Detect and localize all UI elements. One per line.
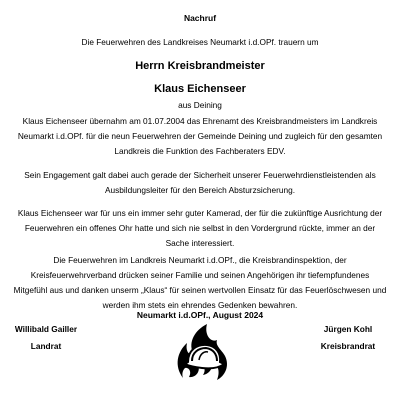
paragraph-line: Neumarkt i.d.OPf. für die neun Feuerwehren der Gemeinde Deining und zugleich für den gesamten (17, 131, 383, 141)
paragraph-engagement (0, 168, 400, 198)
paragraph-line: Landkreis die Funktion des Fachberaters EDV. (114, 146, 286, 156)
signature-right (300, 321, 396, 355)
signatory-name: Jürgen Kohl (323, 324, 373, 334)
paragraph-line: Sache interessiert. (165, 238, 235, 248)
paragraph-line: werden ihm stets ein ehrendes Gedenken bewahren. (102, 300, 298, 310)
paragraph-line: Die Feuerwehren im Landkreis Neumarkt i.d.OPf., die Kreisbrandinspektion, der (53, 255, 347, 265)
deceased-name: Klaus Eichenseer (154, 83, 246, 95)
deceased-title: Herrn Kreisbrandmeister (135, 60, 265, 72)
paragraph-line: Klaus Eichenseer übernahm am 01.07.2004 das Ehrenamt des Kreisbrandmeisters im Landkreis (22, 116, 378, 126)
deceased-origin: aus Deining (178, 100, 222, 110)
paragraph-line: Kreisfeuerwehrverband drücken seiner Familie und seinen Angehörigen ihr tiefempfundenes (30, 270, 370, 280)
intro-line: Die Feuerwehren des Landkreises Neumarkt i.d.OPf. trauern um (81, 37, 319, 47)
paragraph-line: Sein Engagement galt dabei auch gerade der Sicherheit unserer Feuerwehrdienstleistenden als (24, 170, 376, 180)
paragraph-appointment (0, 114, 400, 159)
signature-left (2, 321, 90, 355)
paragraph-comrade (0, 206, 400, 251)
notice-label: Nachruf (183, 13, 217, 23)
paragraph-line: Mitgefühl aus und danken unserm „Klaus“ für seinen wertvollen Einsatz für das Feuerlöschwesen und (13, 285, 387, 295)
signatory-name: Willibald Gailler (14, 324, 78, 334)
signatory-role: Landrat (30, 341, 62, 351)
paragraph-condolence (0, 253, 400, 313)
paragraph-line: Feuerwehren ein offenes Ohr hatte und sich nie selbst in den Vordergrund rückte, immer an der (24, 223, 376, 233)
paragraph-line: Klaus Eichenseer war für uns ein immer sehr guter Kamerad, der für die zukünftige Ausrichtung der (17, 208, 383, 218)
signatory-role: Kreisbrandrat (320, 341, 376, 351)
place-date: Neumarkt i.d.OPf., August 2024 (136, 310, 264, 320)
paragraph-line: Ausbildungsleiter für den Bereich Absturzsicherung. (104, 185, 295, 195)
fire-brigade-helmet-flame-icon (171, 322, 231, 384)
